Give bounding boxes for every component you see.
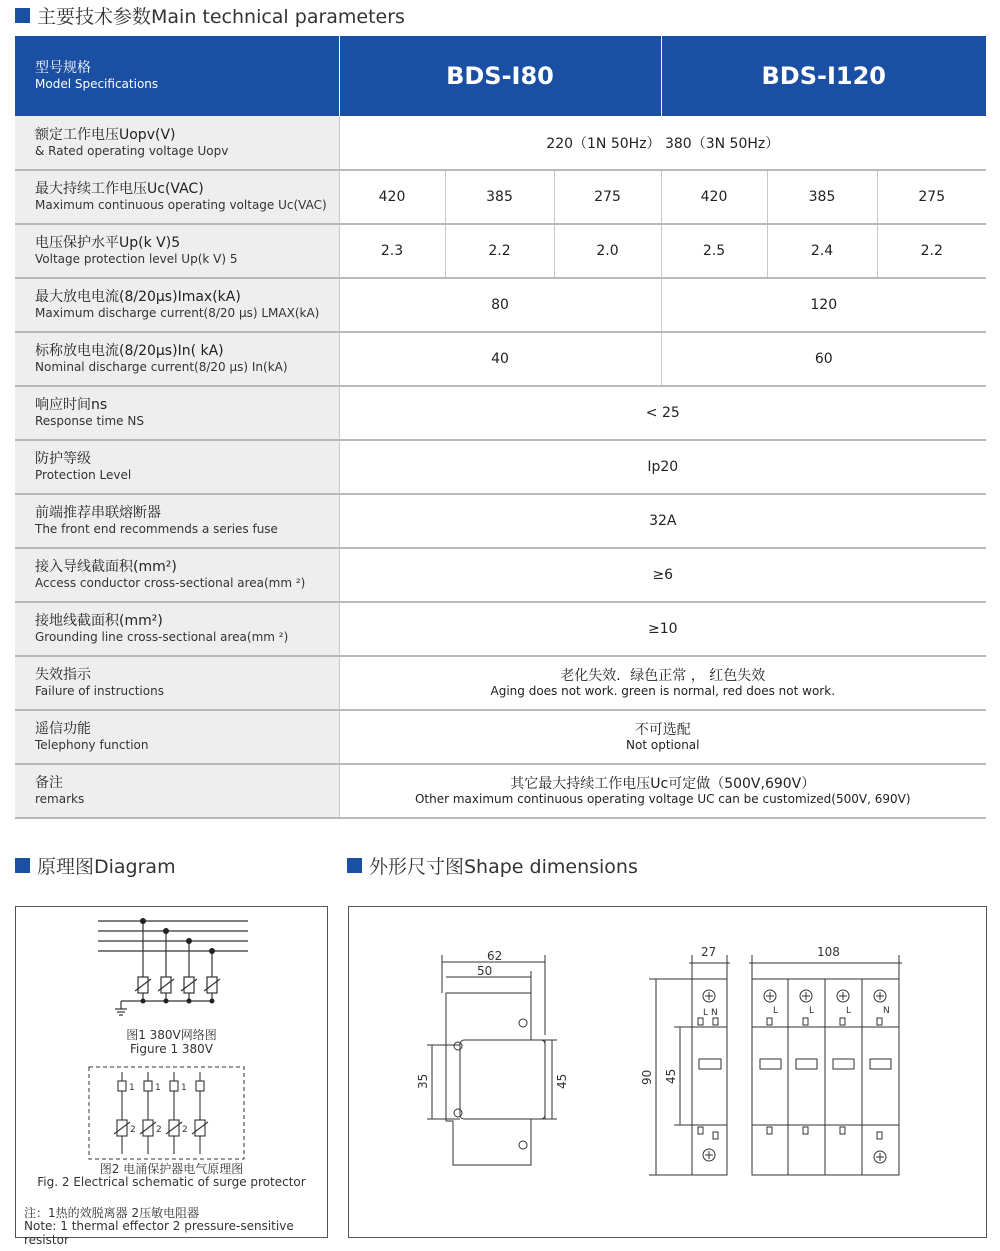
row-value: 40 [339,332,661,386]
row-value: 385 [445,170,554,224]
row-value: 2.5 [661,224,767,278]
section-title-text: 原理图Diagram [37,856,176,878]
fig2-caption-en: Fig. 2 Electrical schematic of surge protector [37,1175,306,1189]
section-title-diagram [15,852,176,879]
row-label [15,710,339,764]
row-value-cn: 不可选配 [634,722,691,738]
row-label [15,764,339,818]
row-value: 32A [339,494,986,548]
row-label-en: Nominal discharge current(8/20 μs) In(kA) [35,360,288,374]
row-label [15,548,339,602]
header-label-cell [15,36,339,116]
header-label-cn: 型号规格 [35,60,91,76]
row-label [15,386,339,440]
row-value: 80 [339,278,661,332]
row-value: 420 [661,170,767,224]
fig2-caption-cn: 图2 电涌保护器电气原理图 [99,1162,244,1176]
label-num-1: 1 [181,1083,187,1093]
model-bds-i80: BDS-I80 [339,36,661,116]
terminal-label-L: L [703,1008,709,1018]
row-label-en: Voltage protection level Up(k V) 5 [35,252,238,266]
row-label-cn: 额定工作电压Uopv(V) [35,126,176,143]
row-value-en: Not optional [626,738,700,752]
terminal-label-N: N [883,1006,890,1016]
table-row [15,710,986,764]
row-label-cn: 标称放电电流(8/20μs)In( kA) [35,343,224,359]
row-value: 385 [767,170,877,224]
spec-table [15,36,986,819]
table-row [15,116,986,170]
section-title-dimensions [347,852,638,879]
note-cn: 注：1热的效脱离器 2压敏电阻器 [24,1206,200,1220]
row-value-en: Other maximum continuous operating voltage UC can be customized(500V, 690V) [414,792,911,806]
row-label-en: Response time NS [35,414,144,428]
row-value: 2.3 [339,224,445,278]
fig1-caption-cn: 图1 380V网络图 [126,1028,217,1042]
row-label-cn: 失效指示 [35,667,91,683]
terminal-label-L: L [809,1006,815,1016]
section-title-parameters [15,2,405,29]
table-row [15,494,986,548]
row-label-cn: 最大持续工作电压Uc(VAC) [35,181,204,197]
row-value: Ip20 [339,440,986,494]
row-value: 220（1N 50Hz） 380（3N 50Hz） [339,116,986,170]
row-label-en: Protection Level [35,468,132,482]
table-row [15,548,986,602]
row-label-cn: 接入导线截面积(mm²) [35,559,177,575]
table-row [15,224,986,278]
row-label [15,170,339,224]
row-label [15,602,339,656]
row-value: ≥6 [339,548,986,602]
row-value: < 25 [339,386,986,440]
dim-27: 27 [701,945,717,959]
row-value: 2.0 [554,224,661,278]
terminal-label-L: L [773,1006,779,1016]
row-value [339,656,986,710]
row-label-cn: 遥信功能 [35,721,91,737]
row-value [339,764,986,818]
row-label-cn: 响应时间ns [35,397,108,413]
section-title-text: 外形尺寸图Shape dimensions [369,856,638,878]
row-value: 2.2 [877,224,986,278]
dim-62: 62 [487,949,503,963]
dim-108: 108 [817,945,840,959]
row-value: 60 [661,332,986,386]
row-label-cn: 防护等级 [35,451,91,467]
row-value [339,710,986,764]
dim-35: 35 [416,1073,430,1089]
title-square-icon [347,858,362,873]
header-label-en: Model Specifications [35,77,159,91]
row-label-cn: 电压保护水平Up(k V)5 [35,235,181,251]
note-en: Note: 1 thermal effector 2 pressure-sensitive resistor [24,1219,294,1247]
row-label [15,656,339,710]
row-label-en: Maximum continuous operating voltage Uc(VAC) [35,198,327,212]
row-value: 275 [877,170,986,224]
label-num-2: 2 [182,1125,188,1135]
row-value: 2.4 [767,224,877,278]
dim-90: 90 [640,1069,654,1085]
row-label-cn: 最大放电电流(8/20μs)Imax(kA) [35,289,241,305]
dimensions-panel [348,906,987,1238]
row-label-cn: 前端推荐串联熔断器 [35,505,161,521]
table-row [15,278,986,332]
label-num-2: 2 [156,1125,162,1135]
table-row [15,602,986,656]
row-label-en: Failure of instructions [35,684,164,698]
row-label-en: The front end recommends a series fuse [35,522,278,536]
dim-45: 45 [555,1073,569,1089]
model-bds-i120: BDS-I120 [661,36,986,116]
row-label [15,440,339,494]
table-row [15,440,986,494]
table-row [15,170,986,224]
row-label [15,332,339,386]
row-label [15,494,339,548]
label-num-2: 2 [130,1125,136,1135]
dim-50: 50 [477,964,493,978]
dimension-drawing [349,907,986,1237]
row-label-en: Access conductor cross-sectional area(mm ²) [35,576,306,590]
title-square-icon [15,8,30,23]
row-value-en: Aging does not work. green is normal, red does not work. [490,684,836,698]
row-label [15,278,339,332]
terminal-label-N: N [711,1008,718,1018]
row-label-en: remarks [35,792,85,806]
row-label-cn: 备注 [35,775,63,791]
label-num-1: 1 [155,1083,161,1093]
row-label-cn: 接地线截面积(mm²) [35,613,163,629]
row-label-en: Maximum discharge current(8/20 μs) LMAX(kA) [35,306,320,320]
row-value-cn: 老化失效．绿色正常 ， 红色失效 [560,668,766,684]
row-value: 120 [661,278,986,332]
row-value: 2.2 [445,224,554,278]
dim-45-front: 45 [664,1068,678,1084]
terminal-label-L: L [846,1006,852,1016]
row-label [15,224,339,278]
row-label-en: & Rated operating voltage Uopv [35,143,229,158]
row-label-en: Grounding line cross-sectional area(mm ²) [35,630,289,644]
table-row [15,656,986,710]
table-row [15,764,986,818]
row-value: 275 [554,170,661,224]
table-header-row [15,36,986,116]
row-value: 420 [339,170,445,224]
table-row [15,332,986,386]
row-value: ≥10 [339,602,986,656]
section-title-text: 主要技术参数Main technical parameters [37,6,405,28]
title-square-icon [15,858,30,873]
row-value-cn: 其它最大持续工作电压Uc可定做（500V,690V） [510,776,816,792]
row-label-en: Telephony function [35,738,149,752]
label-num-1: 1 [129,1083,135,1093]
row-label [15,116,339,170]
diagram-panel [15,906,328,1247]
table-row [15,386,986,440]
fig1-caption-en: Figure 1 380V [129,1042,213,1056]
